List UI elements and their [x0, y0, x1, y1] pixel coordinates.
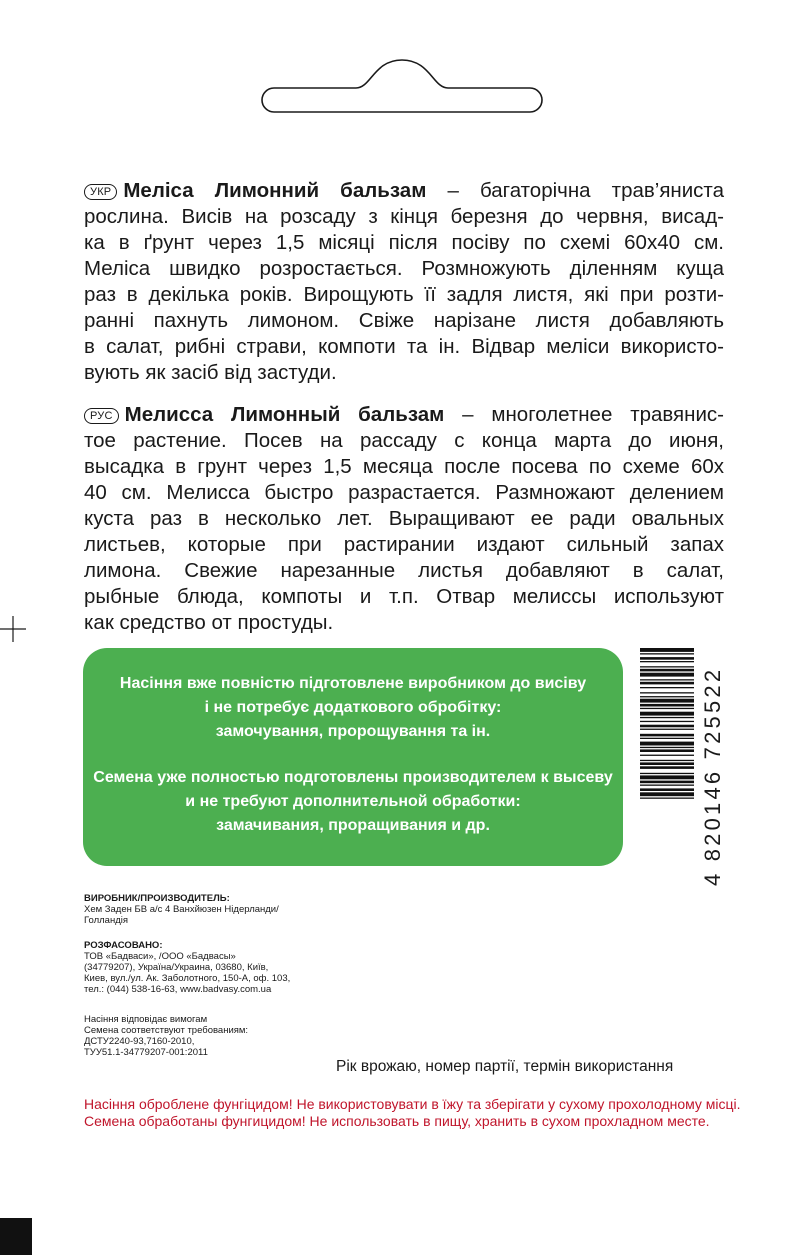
description-line: высадка в грунт через 1,5 месяца после посева по схеме 60х: [84, 455, 724, 478]
compliance-line: ДСТУ2240-93,7160-2010,: [84, 1036, 195, 1047]
barcode-bar: [640, 755, 694, 756]
description-line: рослина. Висів на розсаду з кінця березня до червня, висад-: [84, 205, 724, 228]
language-badge-ukr: УКР: [84, 184, 117, 200]
barcode-bar: [640, 781, 694, 784]
barcode-bar: [640, 712, 694, 716]
barcode-bar: [640, 679, 694, 680]
seed-preparation-ukr: [83, 672, 623, 744]
description-line: раз в декілька років. Вирощують її задля листя, які при розти-: [84, 283, 724, 306]
seed-preparation-rus: [83, 766, 623, 838]
hang-hole-outline: [246, 58, 558, 114]
barcode-bar: [640, 762, 694, 765]
barcode-bar: [640, 687, 694, 688]
barcode-bar: [640, 673, 694, 677]
description-line: Меліса швидко розростається. Розмножують діленням куща: [84, 257, 724, 280]
panel-line: і не потребує додаткового обробітку:: [204, 699, 502, 716]
barcode-bar: [640, 699, 694, 703]
barcode-bar: [640, 648, 694, 652]
barcode-bar: [640, 692, 694, 693]
compliance-info: [84, 1014, 324, 1058]
panel-line: Насіння вже повністю підготовлене виробником до висіву: [119, 675, 587, 692]
barcode-number: 4 820146 725522: [700, 666, 725, 886]
description-line: 40 см. Мелисса быстро разрастается. Размножают делением: [84, 481, 724, 504]
corner-print-mark: [0, 1218, 32, 1255]
barcode-bar: [640, 742, 694, 746]
product-title-ukr: Меліса Лимонний бальзам: [123, 179, 427, 202]
description-line: как средство от простуды.: [84, 611, 334, 634]
barcode-bar: [640, 773, 694, 774]
fungicide-warning-rus: Семена обработаны фунгицидом! Не использовать в пищу, хранить в сухом прохладном месте.: [84, 1113, 710, 1129]
barcode-bar: [640, 738, 694, 739]
barcode-bar: [640, 696, 694, 697]
barcode-bar: [640, 775, 694, 779]
producer-line: Хем Заден БВ а/с 4 Ванхйюзен Нідерланди/: [84, 904, 279, 915]
description-line: в салат, рибні страви, компоти та ін. Відвар меліси використо-: [84, 335, 724, 358]
barcode-bar: [640, 721, 694, 722]
producer-heading: ВИРОБНИК/ПРОИЗВОДИТЕЛЬ:: [84, 893, 230, 904]
barcode-bar: [640, 669, 694, 672]
packer-line: тел.: (044) 538-16-63, www.badvasy.com.ua: [84, 984, 272, 995]
barcode-bar: [640, 798, 694, 799]
description-line: листьев, которые при растирании издают сильный запах: [84, 533, 724, 556]
packer-line: Киев, вул./ул. Ак. Заболотного, 150-А, оф. 103,: [84, 973, 291, 984]
barcode-bar: [640, 704, 694, 707]
barcode-bar: [640, 653, 694, 654]
barcode-bar: [640, 788, 694, 791]
compliance-line: ТУУ51.1-34779207-001:2011: [84, 1047, 208, 1058]
compliance-line: Насіння відповідає вимогам: [84, 1014, 208, 1025]
panel-line: и не требуют дополнительной обработки:: [185, 793, 521, 810]
barcode-bar: [640, 725, 694, 728]
barcode-bar: [640, 682, 694, 685]
packer-heading: РОЗФАСОВАНО:: [84, 940, 163, 951]
barcode-bar: [640, 717, 694, 718]
language-badge-rus: РУС: [84, 408, 119, 424]
producer-info: [84, 893, 324, 926]
description-line: РУС Мелисса Лимонный бальзам – многолетнее травянис-: [84, 402, 724, 428]
packer-line: (34779207), Україна/Украина, 03680, Київ,: [84, 962, 269, 973]
barcode-bar: [640, 657, 694, 660]
panel-line: замачивания, проращивания и др.: [216, 817, 490, 834]
compliance-line: Семена соответствуют требованиям:: [84, 1025, 249, 1036]
description-line: тое растение. Посев на рассаду с конца марта до июня,: [84, 429, 724, 452]
barcode-bar: [640, 760, 694, 761]
packer-info: [84, 940, 324, 995]
barcode-bar: [640, 792, 694, 796]
barcode-bar: [640, 785, 694, 786]
description-rus: [84, 402, 724, 636]
description-line: УКР Меліса Лимонний бальзам – багаторічна трав’яниста: [84, 178, 724, 204]
barcode-bar: [640, 766, 694, 769]
panel-line: замочування, пророщування та ін.: [215, 723, 491, 740]
description-line: куста раз в несколько лет. Выращивают ее ради овальных: [84, 507, 724, 530]
barcode-bar: [640, 747, 694, 748]
barcode-bar: [640, 666, 694, 667]
barcode-bar: [640, 734, 694, 737]
panel-line: Семена уже полностью подготовлены производителем к высеву: [93, 769, 613, 786]
producer-line: Голландія: [84, 915, 128, 926]
description-line: рыбные блюда, компоты и т.п. Отвар мелиссы используют: [84, 585, 724, 608]
description-line: ка в ґрунт через 1,5 місяці після посіву по схемі 60х40 см.: [84, 231, 724, 254]
crop-mark-icon: [0, 616, 26, 642]
packer-line: ТОВ «Бадваси», /ООО «Бадвасы»: [84, 951, 236, 962]
description-line: лимона. Свежие нарезанные листья добавляют в салат,: [84, 559, 724, 582]
fungicide-warning-ukr: Насіння оброблене фунгіцидом! Не використовувати в їжу та зберігати у сухому прохолодному місці.: [84, 1096, 741, 1112]
barcode-bar: [640, 708, 694, 709]
description-ukr: [84, 178, 724, 386]
batch-info-label: Рік врожаю, номер партії, термін використання: [336, 1058, 674, 1075]
barcode-bar: [640, 729, 694, 730]
description-line: вують як засіб від застуди.: [84, 361, 337, 384]
seed-preparation-panel: [83, 648, 623, 866]
product-title-rus: Мелисса Лимонный бальзам: [124, 403, 445, 426]
barcode-bar: [640, 661, 694, 662]
description-line: ранні пахнуть лимоном. Свіже нарізане листя добавляють: [84, 309, 724, 332]
barcode-bar: [640, 749, 694, 752]
